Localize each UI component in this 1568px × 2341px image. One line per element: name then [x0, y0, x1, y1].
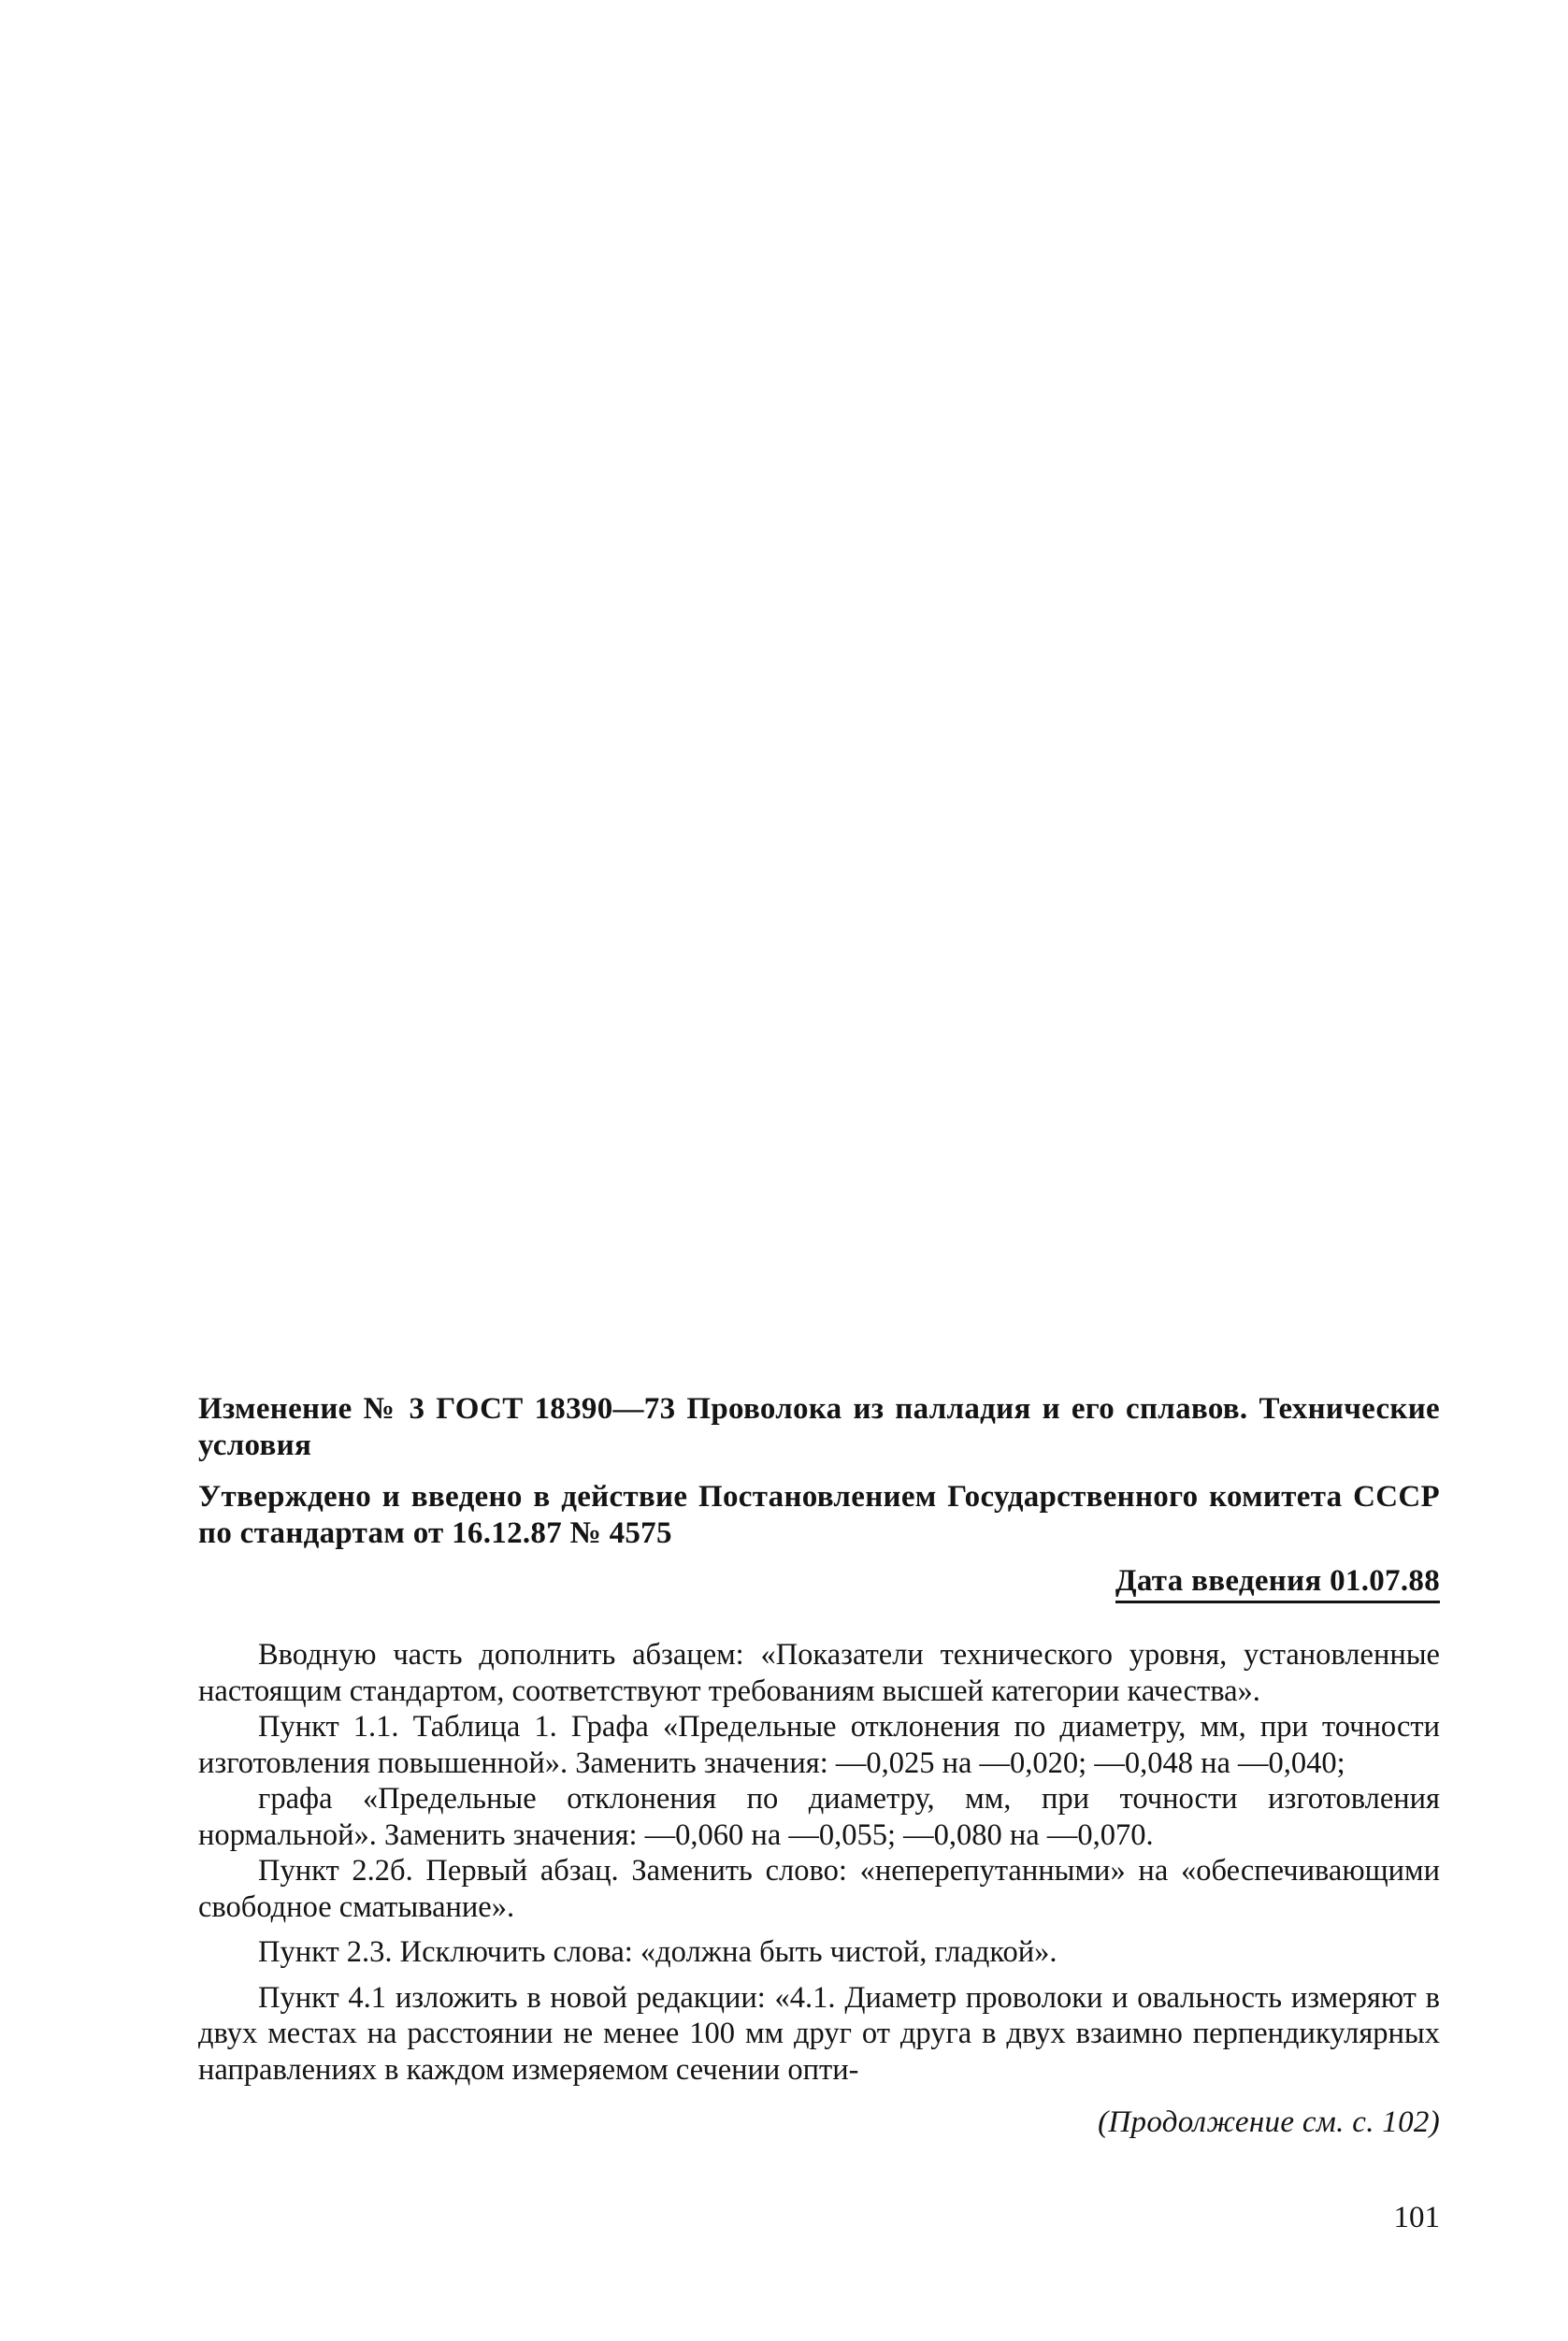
amendment-heading: Изменение № 3 ГОСТ 18390—73 Проволока из палладия и его сплавов. Технические условия [198, 1392, 1440, 1462]
continued-note: (Продолжение см. с. 102) [1098, 2105, 1440, 2139]
amendment-body [198, 1637, 1440, 2088]
page-number: 101 [1393, 2201, 1440, 2234]
paragraph-clause-4-1: Пункт 4.1 изложить в новой редакции: «4.1. Диаметр проволоки и овальность измеряют в двух местах на расстоянии не менее 100 мм друг от друга в двух взаимно перпендикулярных направлениях в каждом измеряемом сечении опти- [198, 1980, 1440, 2087]
paragraph-intro: Вводную часть дополнить абзацем: «Показатели технического уровня, установленные настоящим стандартом, соответствуют требованиям высшей категории качества». [198, 1638, 1440, 1708]
paragraph-clause-2-2b: Пункт 2.2б. Первый абзац. Заменить слово: «неперепутанными» на «обеспечивающими свободное сматывание». [198, 1854, 1440, 1924]
document-content [198, 1391, 1440, 2140]
approval-statement: Утверждено и введено в действие Постановлением Государственного комитета СССР по стандартам от 16.12.87 № 4575 [198, 1480, 1440, 1550]
effective-date-row [198, 1563, 1440, 1603]
paragraph-column-normal: графа «Предельные отклонения по диаметру, мм, при точности изготовления нормальной». Заменить значения: —0,060 на —0,055; —0,080 на —0,070. [198, 1782, 1440, 1852]
effective-date: Дата введения 01.07.88 [1115, 1563, 1440, 1603]
paragraph-clause-2-3: Пункт 2.3. Исключить слова: «должна быть чистой, гладкой». [258, 1935, 1057, 1969]
paragraph-clause-1-1: Пункт 1.1. Таблица 1. Графа «Предельные отклонения по диаметру, мм, при точности изготовления повышенной». Заменить значения: —0,025 на —0,020; —0,048 на —0,040; [198, 1710, 1440, 1780]
